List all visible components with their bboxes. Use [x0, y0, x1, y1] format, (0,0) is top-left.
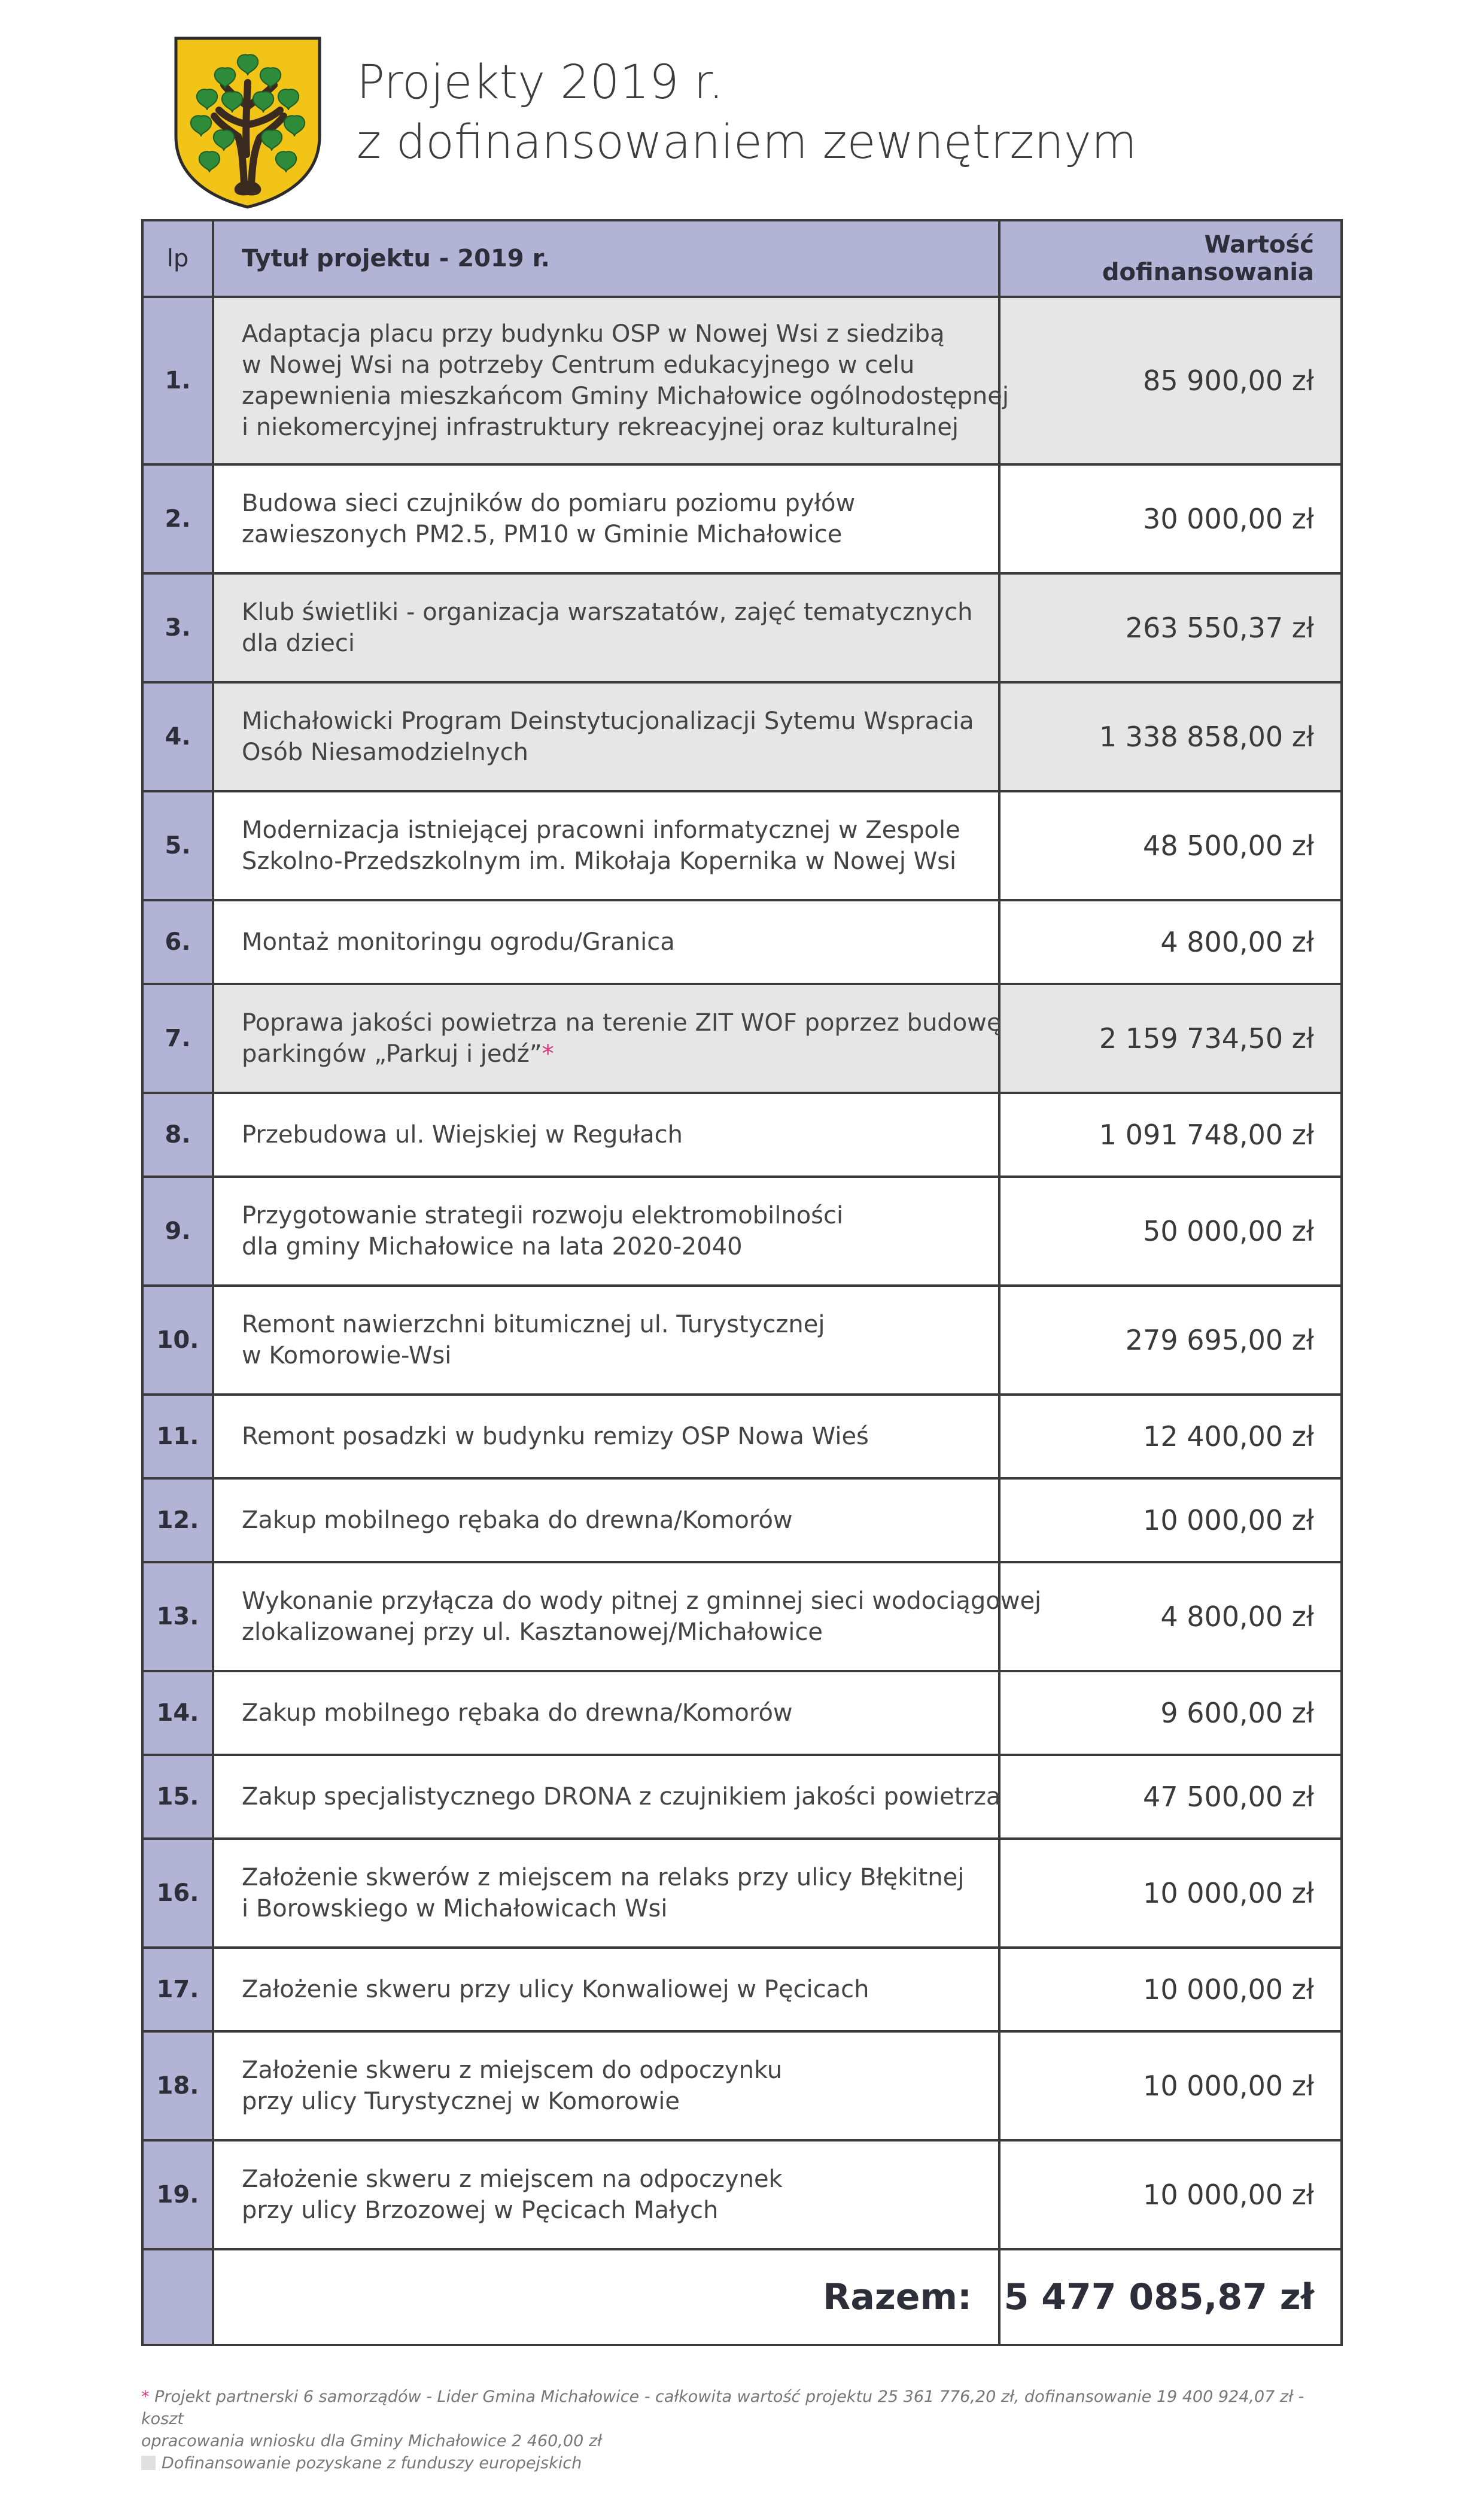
row-number: 15. [142, 1755, 213, 1839]
table-row [142, 682, 1342, 791]
funding-value: 50 000,00 zł [999, 1177, 1342, 1286]
project-title-line-text: Remont posadzki w budynku remizy OSP Nowa Wieś [242, 1423, 869, 1450]
project-title-line [242, 927, 986, 958]
funding-value: 4 800,00 zł [999, 900, 1342, 984]
table-row [142, 1177, 1342, 1286]
project-title-line-text: dla dzieci [242, 630, 355, 657]
project-title-line [242, 412, 986, 443]
project-title-line-text: i niekomercyjnej infrastruktury rekreacyjnej oraz kulturalnej [242, 414, 959, 441]
projects-table [141, 219, 1343, 2346]
row-number: 17. [142, 1948, 213, 2031]
project-title [213, 573, 999, 682]
table-row [142, 1478, 1342, 1562]
municipality-crest-icon [172, 35, 323, 209]
row-number: 18. [142, 2031, 213, 2140]
funding-value: 2 159 734,50 zł [999, 984, 1342, 1093]
project-title-line [242, 519, 986, 550]
project-title-line-text: Założenie skweru z miejscem na odpoczynek [242, 2165, 783, 2193]
legend-grey-square-icon [141, 2456, 156, 2470]
project-title-line [242, 2195, 986, 2226]
project-title-line-text: zlokalizowanej przy ul. Kasztanowej/Michałowice [242, 1618, 823, 1646]
project-title [213, 1093, 999, 1177]
project-title [213, 1562, 1042, 1671]
project-title-line [242, 706, 986, 737]
project-title-line [242, 1119, 986, 1150]
project-title-line [242, 381, 1009, 412]
project-title [213, 1478, 999, 1562]
table-row [142, 2031, 1342, 2140]
project-title-line-text: Przebudowa ul. Wiejskiej w Regułach [242, 1121, 683, 1149]
total-value: 5 477 085,87 zł [999, 2249, 1342, 2345]
table-row [142, 900, 1342, 984]
table-row [142, 297, 1342, 464]
page-title-line-2: z dofinansowaniem zewnętrznym [357, 116, 1137, 169]
row-number: 5. [142, 791, 213, 900]
funding-value: 263 550,37 zł [999, 573, 1342, 682]
table-row [142, 1755, 1342, 1839]
project-title [213, 984, 1002, 1093]
project-title [213, 297, 1009, 464]
project-title-line [242, 318, 986, 350]
project-title-line [242, 1200, 986, 1231]
footnote-legend-text: Dofinansowanie pozyskane z funduszy europejskich [162, 2454, 582, 2472]
total-label: Razem: [213, 2249, 999, 2345]
funding-value: 10 000,00 zł [999, 1478, 1342, 1562]
row-number: 4. [142, 682, 213, 791]
column-header-title: Tytuł projektu - 2019 r. [213, 220, 999, 297]
project-title-line-text: przy ulicy Brzozowej w Pęcicach Małych [242, 2197, 719, 2224]
funding-value: 10 000,00 zł [999, 2140, 1342, 2249]
project-title [213, 791, 999, 900]
project-title-line-text: Założenie skwerów z miejscem na relaks przy ulicy Błękitnej [242, 1864, 965, 1891]
project-title-line-text: zawieszonych PM2.5, PM10 w Gminie Michałowice [242, 521, 843, 548]
project-title-line-text: Zakup mobilnego rębaka do drewna/Komorów [242, 1506, 793, 1534]
funding-value: 4 800,00 zł [999, 1562, 1342, 1671]
row-number: 9. [142, 1177, 213, 1286]
project-title-line-text: Modernizacja istniejącej pracowni informatycznej w Zespole [242, 816, 960, 844]
project-title-line-text: Budowa sieci czujników do pomiaru poziomu pyłów [242, 490, 856, 517]
row-number: 2. [142, 464, 213, 573]
funding-value: 10 000,00 zł [999, 1948, 1342, 2031]
project-title [213, 1177, 999, 1286]
project-title-line [242, 815, 986, 846]
project-title [213, 1839, 999, 1948]
project-title-line [242, 1585, 1042, 1617]
project-title-line-text: Michałowicki Program Deinstytucjonalizacji Sytemu Wspracia [242, 707, 974, 735]
project-title-line [242, 1862, 986, 1893]
row-number: 11. [142, 1395, 213, 1478]
project-title-line-text: Adaptacja placu przy budynku OSP w Nowej Wsi z siedzibą [242, 320, 945, 348]
project-title-line [242, 1617, 986, 1648]
project-title-line [242, 846, 986, 877]
funding-value: 10 000,00 zł [999, 2031, 1342, 2140]
project-title-line-text: Przygotowanie strategii rozwoju elektromobilności [242, 1202, 844, 1229]
total-row [142, 2249, 1342, 2345]
project-title-line [242, 1421, 986, 1452]
table-row [142, 984, 1342, 1093]
funding-value: 279 695,00 zł [999, 1286, 1342, 1395]
row-number: 10. [142, 1286, 213, 1395]
table-body [142, 297, 1342, 2249]
footnote-legend [141, 2452, 1338, 2474]
row-number: 12. [142, 1478, 213, 1562]
table-row [142, 464, 1342, 573]
project-title-line-text: przy ulicy Turystycznej w Komorowie [242, 2088, 680, 2115]
project-title-line [242, 597, 986, 628]
project-title-line [242, 1231, 986, 1262]
footnote-star-mark: * [141, 2388, 150, 2406]
project-title-line-text: Zakup specjalistycznego DRONA z czujnikiem jakości powietrza [242, 1783, 1001, 1811]
row-number: 3. [142, 573, 213, 682]
funding-value: 9 600,00 zł [999, 1671, 1342, 1755]
project-title-line-text: Osób Niesamodzielnych [242, 739, 528, 766]
project-title [213, 1395, 999, 1478]
project-title-line [242, 1340, 986, 1371]
column-header-lp: lp [142, 220, 213, 297]
project-title [213, 1286, 999, 1395]
column-header-value: Wartość dofinansowania [999, 220, 1342, 297]
table-row [142, 1395, 1342, 1478]
project-title-line-text: Montaż monitoringu ogrodu/Granica [242, 928, 675, 956]
project-title-line-text: w Nowej Wsi na potrzeby Centrum edukacyjnego w celu [242, 351, 915, 379]
funding-value: 10 000,00 zł [999, 1839, 1342, 1948]
project-title-line [242, 1007, 1002, 1038]
funding-value: 47 500,00 zł [999, 1755, 1342, 1839]
funding-value: 1 091 748,00 zł [999, 1093, 1342, 1177]
total-row-lp [142, 2249, 213, 2345]
funding-value: 30 000,00 zł [999, 464, 1342, 573]
table-row [142, 573, 1342, 682]
project-title-line-text: Remont nawierzchni bitumicznej ul. Turystycznej [242, 1311, 825, 1338]
table-header-row [142, 220, 1342, 297]
project-title-line [242, 737, 986, 768]
project-title [213, 682, 999, 791]
row-number: 1. [142, 297, 213, 464]
footnote-star [141, 2386, 1338, 2430]
footnote-star-text-1: Projekt partnerski 6 samorządów - Lider Gmina Michałowice - całkowita wartość projektu 25 361 776,20 zł, dofinansowanie 19 400 924,07 zł - koszt [141, 2388, 1304, 2428]
funding-value: 85 900,00 zł [999, 297, 1342, 464]
project-title-line-text: parkingów „Parkuj i jedź” [242, 1040, 542, 1068]
project-title-line-text: i Borowskiego w Michałowicach Wsi [242, 1895, 668, 1922]
project-title-line-text: Zakup mobilnego rębaka do drewna/Komorów [242, 1699, 793, 1727]
project-title-line-text: Założenie skweru z miejscem do odpoczynku [242, 2057, 783, 2084]
project-title [213, 2031, 999, 2140]
table-row [142, 1671, 1342, 1755]
project-title-line [242, 2055, 986, 2086]
table-row [142, 1286, 1342, 1395]
project-title-line-text: Poprawa jakości powietrza na terenie ZIT WOF poprzez budowę [242, 1009, 1002, 1037]
project-title-line [242, 1697, 986, 1729]
page-title-line-1: Projekty 2019 r. [357, 56, 724, 110]
table-row [142, 1839, 1342, 1948]
project-title-line-text: Klub świetliki - organizacja warszatatów, zajęć tematycznych [242, 599, 973, 626]
project-title [213, 464, 999, 573]
table-row [142, 1562, 1342, 1671]
table-row [142, 1093, 1342, 1177]
project-title-line-text: Wykonanie przyłącza do wody pitnej z gminnej sieci wodociągowej [242, 1587, 1042, 1615]
project-title [213, 1755, 999, 1839]
project-title-line [242, 1781, 1001, 1812]
funding-value: 12 400,00 zł [999, 1395, 1342, 1478]
project-title-line [242, 1505, 986, 1536]
row-number: 16. [142, 1839, 213, 1948]
row-number: 14. [142, 1671, 213, 1755]
project-title-line [242, 1974, 986, 2005]
funding-value: 1 338 858,00 zł [999, 682, 1342, 791]
funding-value: 48 500,00 zł [999, 791, 1342, 900]
project-title-line-text: Szkolno-Przedszkolnym im. Mikołaja Kopernika w Nowej Wsi [242, 848, 957, 875]
table-row [142, 1948, 1342, 2031]
project-title [213, 900, 999, 984]
row-number: 8. [142, 1093, 213, 1177]
project-title-line-text: w Komorowie-Wsi [242, 1342, 452, 1369]
row-number: 13. [142, 1562, 213, 1671]
footnote-star-text-2: opracowania wniosku dla Gminy Michałowice 2 460,00 zł [141, 2432, 602, 2450]
project-title-line [242, 1038, 986, 1070]
project-title-line [242, 2086, 986, 2117]
page-title [357, 53, 1137, 172]
table-row [142, 2140, 1342, 2249]
project-title [213, 1948, 999, 2031]
project-title-line [242, 350, 986, 381]
row-number: 6. [142, 900, 213, 984]
project-title-line-text: zapewnienia mieszkańcom Gminy Michałowice ogólnodostępnej [242, 382, 1009, 410]
project-title-line-text: Założenie skweru przy ulicy Konwaliowej w Pęcicach [242, 1976, 869, 2003]
project-title [213, 2140, 999, 2249]
table-row [142, 791, 1342, 900]
project-title-line [242, 628, 986, 659]
project-title-line [242, 488, 986, 519]
project-title-line [242, 1309, 986, 1340]
row-number: 7. [142, 984, 213, 1093]
footnote-star-mark: * [542, 1040, 554, 1068]
project-title [213, 1671, 999, 1755]
project-title-line [242, 1893, 986, 1924]
project-title-line-text: dla gminy Michałowice na lata 2020-2040 [242, 1233, 743, 1260]
row-number: 19. [142, 2140, 213, 2249]
project-title-line [242, 2164, 986, 2195]
footnotes [141, 2386, 1338, 2474]
